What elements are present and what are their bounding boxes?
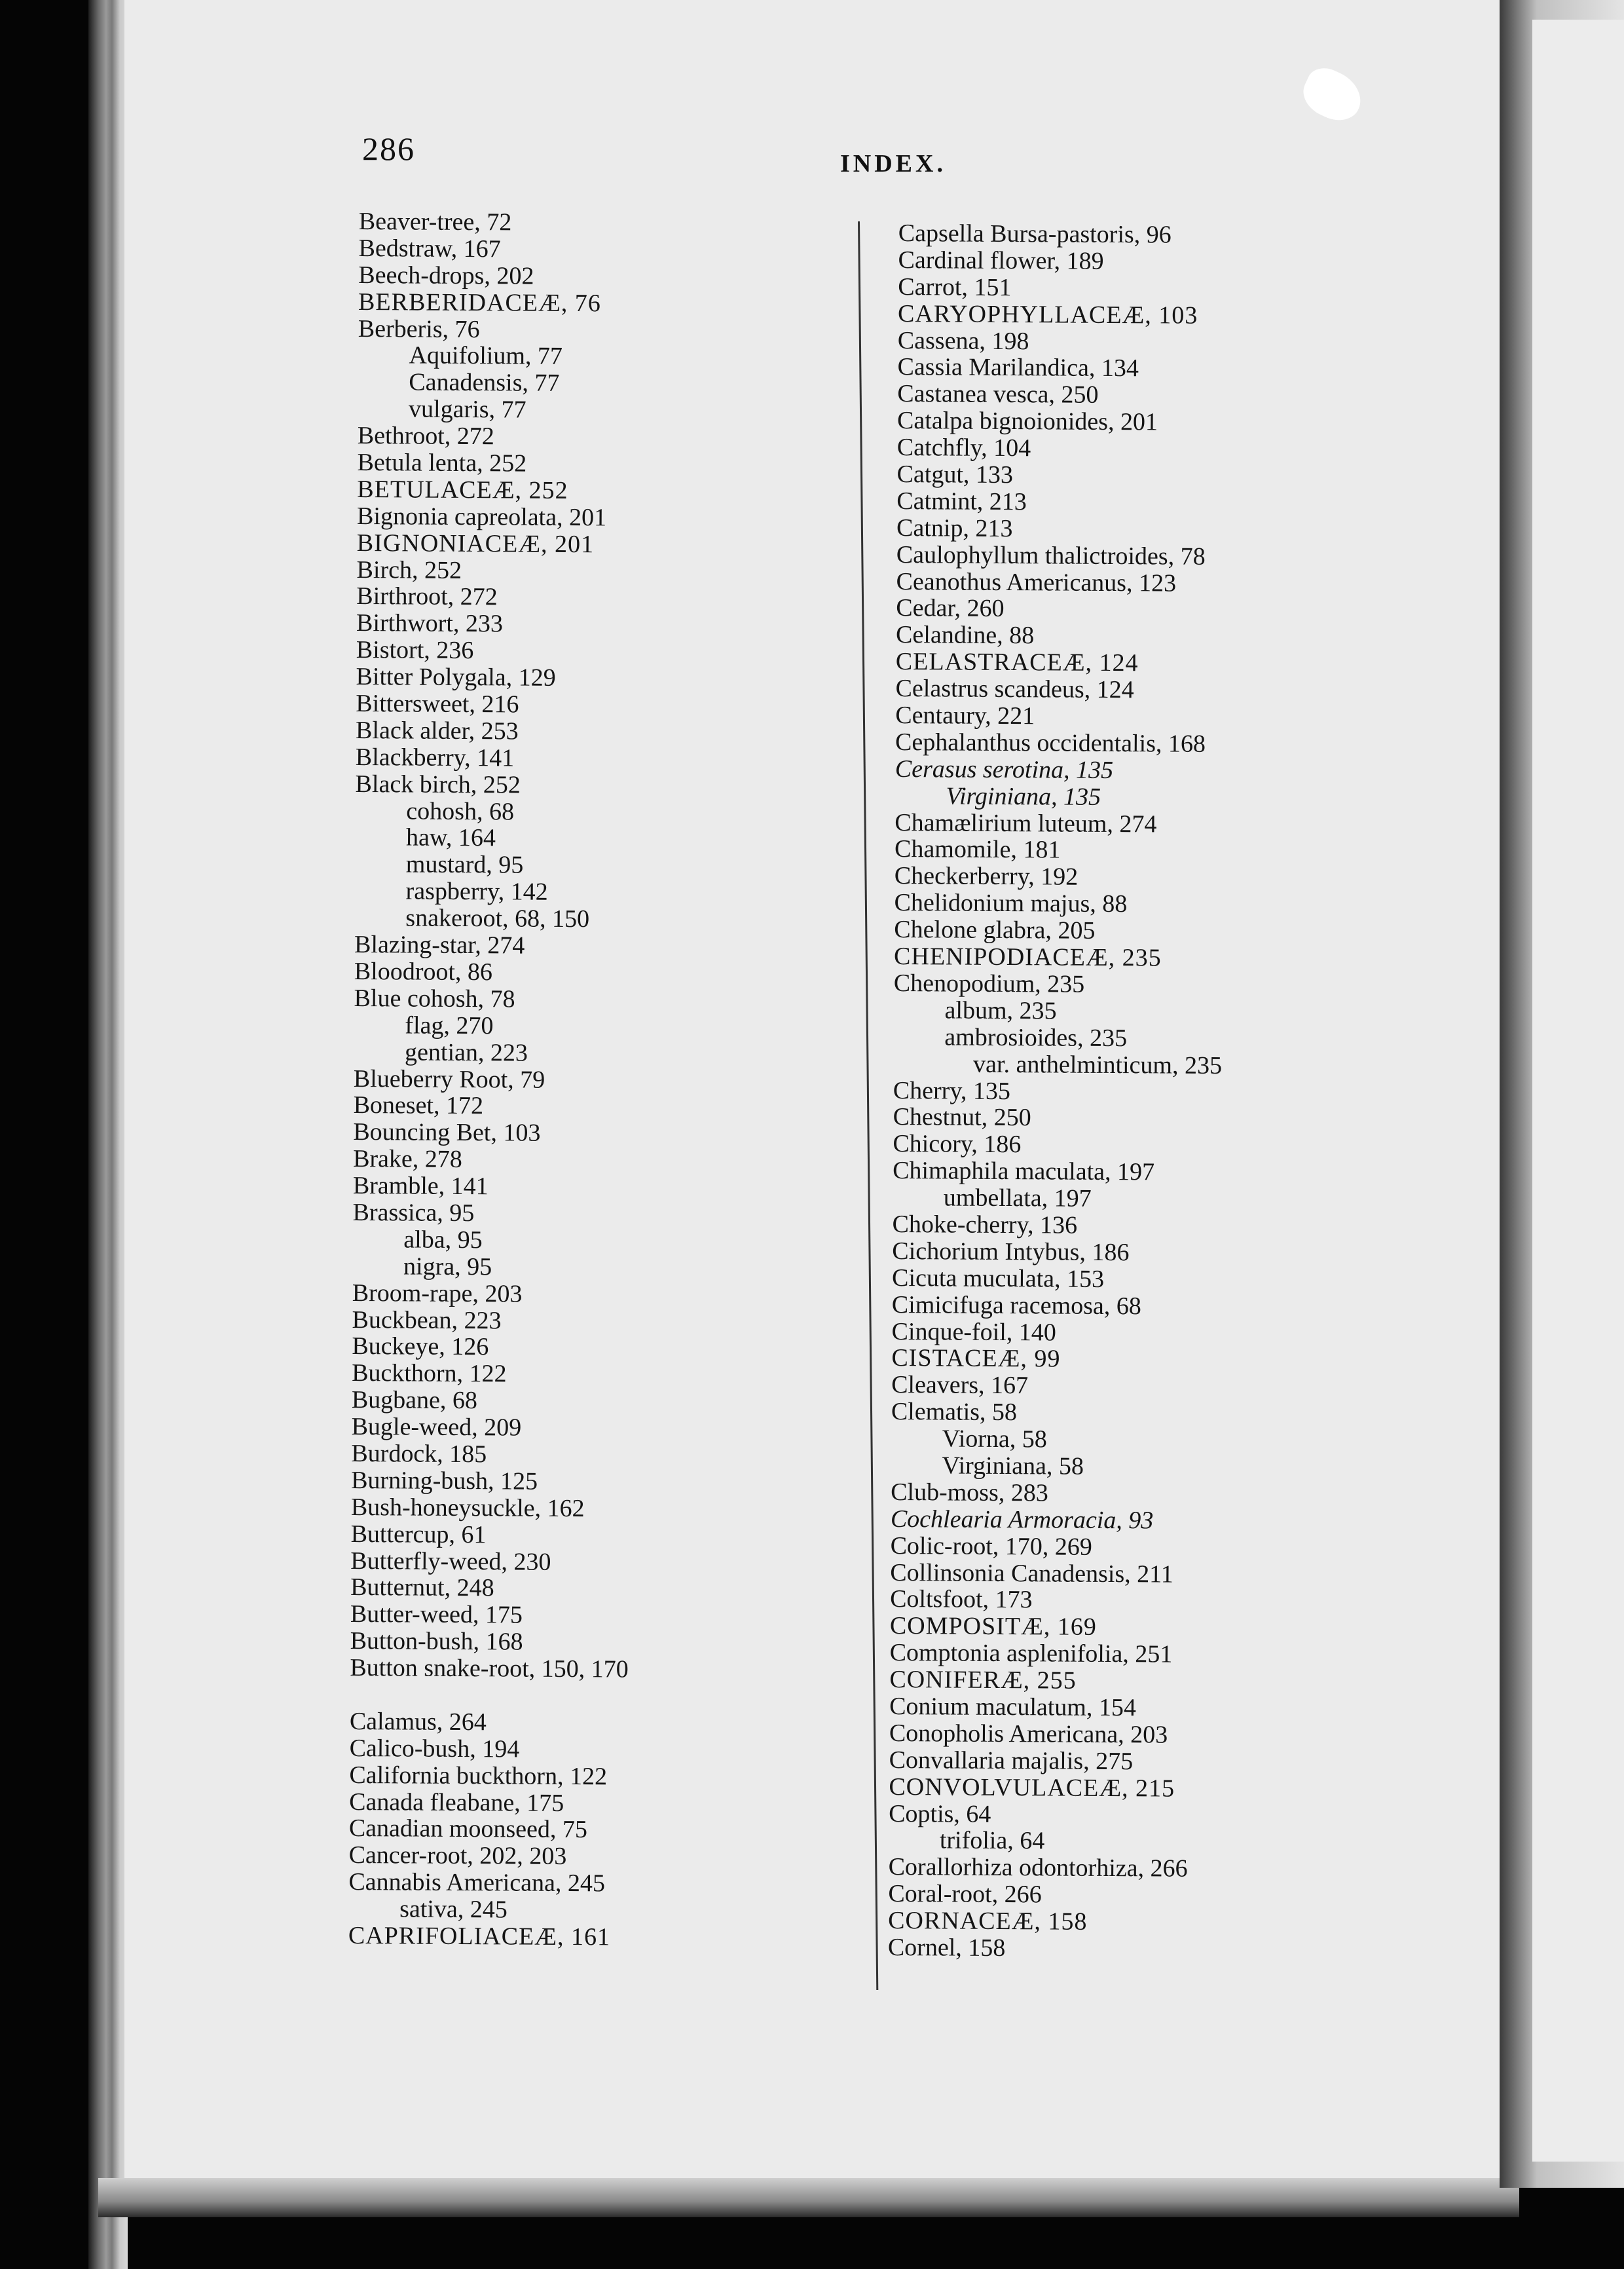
index-entry: Cleavers, 167: [891, 1371, 1029, 1400]
index-entry: Catalpa bignoionides, 201: [897, 407, 1158, 436]
index-entry: Cephalanthus occidentalis, 168: [895, 728, 1206, 758]
index-entry: Butterfly-weed, 230: [350, 1547, 551, 1576]
index-entry: Aquifolium, 77: [409, 341, 563, 371]
index-entry: Bush-honeysuckle, 162: [350, 1493, 585, 1522]
index-entry: Boneset, 172: [353, 1091, 484, 1120]
index-entry: Bugbane, 68: [351, 1386, 478, 1415]
index-entry: CARYOPHYLLACEÆ, 103: [898, 299, 1198, 329]
index-entry: Butternut, 248: [350, 1573, 494, 1602]
index-entry: Canada fleabane, 175: [349, 1788, 564, 1817]
index-entry: Cassena, 198: [897, 326, 1029, 355]
index-entry: cohosh, 68: [406, 797, 515, 826]
index-entry: Cimicifuga racemosa, 68: [891, 1290, 1141, 1320]
index-entry: Chimaphila maculata, 197: [893, 1157, 1155, 1186]
index-entry: California buckthorn, 122: [349, 1761, 608, 1791]
index-column-left: [348, 208, 638, 1951]
index-entry: Bramble, 141: [352, 1172, 489, 1201]
index-entry: Bloodroot, 86: [354, 957, 493, 986]
index-entry: Centaury, 221: [895, 702, 1035, 730]
index-entry: nigra, 95: [403, 1252, 492, 1281]
index-entry: alba, 95: [403, 1226, 483, 1254]
book-page: [124, 0, 1500, 2203]
index-entry: var. anthelminticum, 235: [973, 1050, 1223, 1079]
page-number: 286: [362, 130, 415, 167]
index-entry: Berberis, 76: [358, 314, 480, 343]
index-entry: Catchfly, 104: [896, 434, 1031, 462]
index-entry: Broom-rape, 203: [352, 1279, 523, 1308]
index-entry: Virginiana, 58: [942, 1452, 1084, 1480]
index-entry: snakeroot, 68, 150: [405, 904, 590, 933]
index-entry: Cardinal flower, 189: [898, 246, 1104, 275]
index-entry: Birch, 252: [356, 555, 462, 584]
index-entry: Clematis, 58: [891, 1398, 1018, 1427]
index-entry: Birthwort, 233: [356, 609, 504, 638]
index-entry: Button-bush, 168: [350, 1627, 523, 1656]
index-entry: Cochlearia Armoracia, 93: [890, 1505, 1154, 1535]
index-entry: Bouncing Bet, 103: [353, 1118, 541, 1148]
index-entry: vulgaris, 77: [408, 395, 526, 424]
index-entry: Choke-cherry, 136: [892, 1210, 1078, 1239]
index-entry: Buckthorn, 122: [352, 1359, 507, 1388]
index-entry: Blazing-star, 274: [354, 931, 525, 960]
index-entry: Bitter Polygala, 129: [356, 663, 556, 692]
index-entry: CISTACEÆ, 99: [891, 1344, 1061, 1373]
index-entry: BETULACEÆ, 252: [357, 475, 568, 504]
index-entry: Brassica, 95: [352, 1198, 475, 1228]
index-entry: Cannabis Americana, 245: [348, 1868, 606, 1898]
index-entry: Bethroot, 272: [357, 422, 494, 451]
index-entry: CONIFERÆ, 255: [889, 1666, 1077, 1695]
index-entry: Cichorium Intybus, 186: [892, 1237, 1130, 1267]
index-entry: Bugle-weed, 209: [351, 1413, 522, 1442]
index-entry: Viorna, 58: [942, 1425, 1048, 1453]
index-entry: Chicory, 186: [893, 1130, 1022, 1159]
index-entry: CONVOLVULACEÆ, 215: [889, 1772, 1175, 1803]
index-entry: Birthroot, 272: [356, 582, 498, 611]
index-entry: Coral-root, 266: [888, 1880, 1042, 1909]
index-entry: Bittersweet, 216: [356, 690, 519, 719]
index-entry: Cancer-root, 202, 203: [348, 1841, 567, 1871]
index-entry: album, 235: [944, 996, 1057, 1025]
index-entry: flag, 270: [405, 1011, 494, 1040]
right-leaf: [1532, 20, 1624, 2162]
index-entry: Cicuta muculata, 153: [892, 1264, 1105, 1293]
index-column-right: [888, 220, 1227, 1963]
index-entry: ambrosioides, 235: [944, 1023, 1128, 1052]
index-entry: Buckeye, 126: [352, 1332, 489, 1361]
index-entry: Betula lenta, 252: [357, 449, 527, 478]
index-entry: Butter-weed, 175: [350, 1600, 523, 1629]
index-entry: Button snake-root, 150, 170: [350, 1654, 629, 1683]
index-entry: Burdock, 185: [351, 1439, 487, 1469]
index-entry: CORNACEÆ, 158: [888, 1907, 1088, 1936]
index-entry: Calico-bush, 194: [349, 1734, 520, 1763]
index-entry: Corallorhiza odontorhiza, 266: [888, 1853, 1188, 1883]
index-entry: Colic-root, 170, 269: [890, 1531, 1092, 1561]
index-entry: Canadian moonseed, 75: [348, 1814, 588, 1844]
index-entry: Bistort, 236: [356, 636, 474, 665]
index-entry: Cedar, 260: [896, 594, 1005, 623]
index-entry: Celastrus scandeus, 124: [895, 675, 1134, 704]
index-entry: haw, 164: [406, 823, 496, 852]
index-entry: Chamælirium luteum, 274: [895, 808, 1157, 838]
index-entry: Blueberry Root, 79: [353, 1064, 545, 1094]
index-entry: Celandine, 88: [896, 621, 1035, 650]
index-entry: CHENIPODIACEÆ, 235: [894, 943, 1162, 972]
page-bottom-edge: [98, 2178, 1519, 2217]
index-entry: raspberry, 142: [405, 877, 548, 907]
index-entry: Catmint, 213: [896, 487, 1027, 516]
index-entry: Blackberry, 141: [355, 743, 515, 772]
index-entry: Coptis, 64: [889, 1799, 991, 1828]
index-entry: trifolia, 64: [939, 1826, 1045, 1855]
index-entry: Club-moss, 283: [891, 1478, 1048, 1507]
index-entry: Capsella Bursa-pastoris, 96: [898, 219, 1172, 249]
index-entry: Burning-bush, 125: [351, 1466, 538, 1495]
index-entry: Carrot, 151: [898, 272, 1012, 301]
index-entry: Buttercup, 61: [350, 1520, 487, 1548]
index-entry: sativa, 245: [399, 1895, 507, 1924]
index-entry: Comptonia asplenifolia, 251: [889, 1639, 1173, 1668]
index-entry: Chenopodium, 235: [893, 969, 1085, 998]
index-entry: Castanea vesca, 250: [897, 380, 1099, 409]
index-entry: Chelone glabra, 205: [894, 916, 1096, 945]
index-entry: umbellata, 197: [943, 1184, 1092, 1212]
index-entry: Convallaria majalis, 275: [889, 1746, 1134, 1775]
index-entry: Beaver-tree, 72: [358, 208, 512, 236]
index-entry: Chelidonium majus, 88: [894, 889, 1128, 918]
index-entry: Buckbean, 223: [352, 1305, 502, 1334]
index-entry: Chamomile, 181: [895, 835, 1061, 865]
index-entry: gentian, 223: [405, 1038, 528, 1067]
index-entry: Bedstraw, 167: [358, 234, 501, 263]
index-entry: Cassia Marilandica, 134: [897, 353, 1139, 383]
index-entry: Cinque-foil, 140: [891, 1317, 1056, 1347]
index-entry: Caulophyllum thalictroides, 78: [896, 540, 1206, 571]
index-entry: Coltsfoot, 173: [890, 1585, 1033, 1614]
index-entry: Beech-drops, 202: [358, 261, 534, 290]
index-entry: Catnip, 213: [896, 514, 1013, 542]
index-entry: Conopholis Americana, 203: [889, 1719, 1168, 1749]
index-entry: Black alder, 253: [356, 716, 519, 745]
index-entry: Ceanothus Americanus, 123: [896, 567, 1177, 597]
index-entry: Bignonia capreolata, 201: [357, 502, 607, 532]
index-entry: [350, 1681, 629, 1710]
index-entry: Virginiana, 135: [946, 782, 1101, 811]
index-entry: CELASTRACEÆ, 124: [895, 648, 1139, 677]
index-entry: Cherry, 135: [893, 1076, 1011, 1105]
index-entry: Cornel, 158: [887, 1933, 1006, 1962]
index-entry: Canadensis, 77: [409, 368, 560, 398]
index-entry: Cerasus serotina, 135: [895, 755, 1114, 784]
index-entry: COMPOSITÆ, 169: [889, 1612, 1097, 1641]
index-entry: Brake, 278: [353, 1145, 462, 1174]
index-entry: Catgut, 133: [896, 460, 1014, 489]
index-entry: Collinsonia Canadensis, 211: [890, 1558, 1173, 1588]
index-entry: CAPRIFOLIACEÆ, 161: [348, 1921, 611, 1951]
index-entry: Chestnut, 250: [893, 1103, 1031, 1132]
index-entry: Checkerberry, 192: [894, 862, 1079, 891]
index-entry: mustard, 95: [405, 850, 524, 879]
index-entry: Conium maculatum, 154: [889, 1692, 1137, 1722]
index-entry: Black birch, 252: [355, 770, 521, 799]
page-edge: [88, 0, 128, 2269]
running-header: INDEX.: [840, 150, 946, 178]
index-entry: BIGNONIACEÆ, 201: [356, 529, 595, 558]
index-entry: BERBERIDACEÆ, 76: [358, 288, 601, 317]
index-entry: Calamus, 264: [349, 1707, 487, 1736]
index-entry: Blue cohosh, 78: [354, 984, 515, 1013]
